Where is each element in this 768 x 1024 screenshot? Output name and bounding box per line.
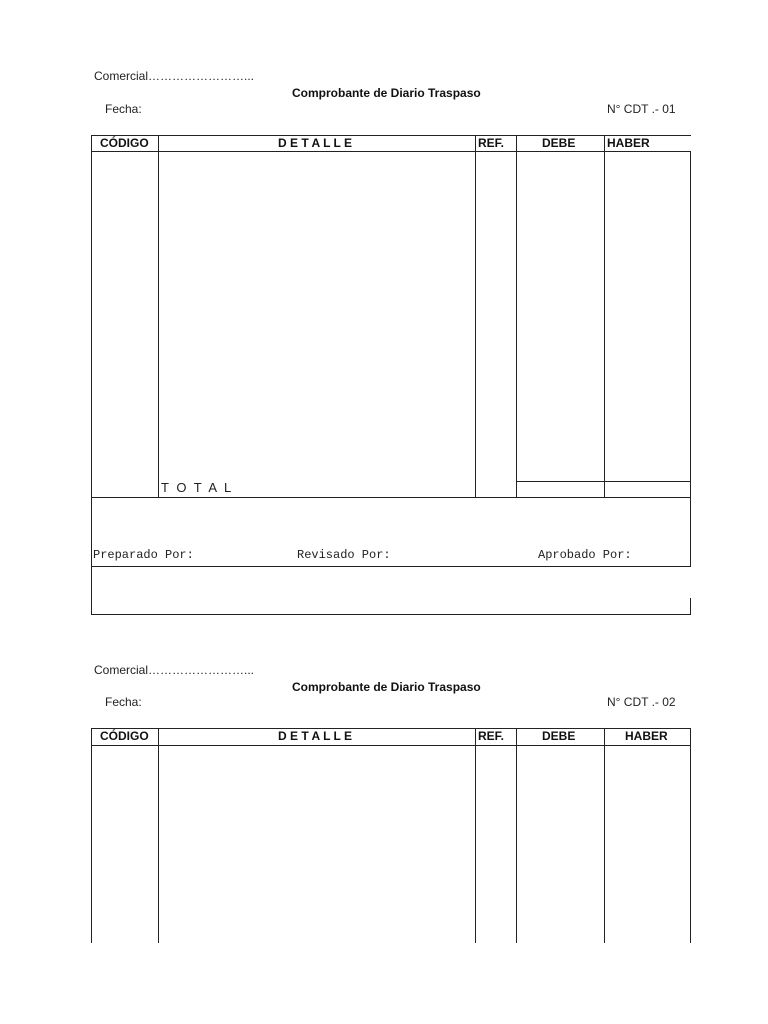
- total-label: T O T A L: [161, 480, 234, 495]
- ref-column-divider: [516, 135, 517, 498]
- column-header-codigo: CÓDIGO: [100, 729, 149, 743]
- header-bottom-border: [91, 745, 691, 746]
- comercial-label: Comercial……………………...: [94, 69, 255, 83]
- header-bottom-border: [91, 151, 691, 152]
- fecha-label: Fecha:: [105, 102, 142, 116]
- column-header-codigo: CÓDIGO: [100, 136, 149, 150]
- column-header-debe: DEBE: [542, 136, 576, 150]
- column-header-detalle: D E T A L L E: [278, 729, 353, 743]
- footer-right-tick: [690, 598, 691, 614]
- signature-bottom-border: [91, 566, 691, 567]
- revisado-por-label: Revisado Por:: [297, 548, 391, 562]
- voucher-number: N° CDT .- 01: [607, 102, 676, 116]
- debe-column-divider: [604, 728, 605, 943]
- detalle-column-divider: [475, 728, 476, 943]
- codigo-column-divider: [158, 135, 159, 498]
- preparado-por-label: Preparado Por:: [93, 548, 194, 562]
- column-header-detalle: D E T A L L E: [278, 136, 353, 150]
- voucher-title: Comprobante de Diario Traspaso: [292, 680, 481, 694]
- detalle-column-divider: [475, 135, 476, 498]
- footer-bottom-border: [91, 614, 691, 615]
- voucher-title: Comprobante de Diario Traspaso: [292, 86, 481, 100]
- table-top-border: [91, 728, 691, 729]
- codigo-column-divider: [158, 728, 159, 943]
- table-top-border: [91, 135, 691, 136]
- table-bottom-border: [91, 497, 691, 498]
- column-header-ref: REF.: [478, 136, 505, 150]
- column-header-ref: REF.: [478, 729, 505, 743]
- table-left-border: [91, 135, 92, 615]
- signature-right-border: [690, 497, 691, 567]
- comercial-label: Comercial……………………...: [94, 663, 255, 677]
- voucher-number: N° CDT .- 02: [607, 695, 676, 709]
- table-right-border: [690, 151, 691, 498]
- debe-column-divider: [604, 135, 605, 498]
- column-header-haber: HABER: [607, 136, 650, 150]
- table-left-border: [91, 728, 92, 943]
- aprobado-por-label: Aprobado Por:: [538, 548, 632, 562]
- total-row-top-border: [516, 481, 691, 482]
- table-right-border: [690, 728, 691, 943]
- ref-column-divider: [516, 728, 517, 943]
- column-header-debe: DEBE: [542, 729, 576, 743]
- column-header-haber: HABER: [625, 729, 668, 743]
- fecha-label: Fecha:: [105, 695, 142, 709]
